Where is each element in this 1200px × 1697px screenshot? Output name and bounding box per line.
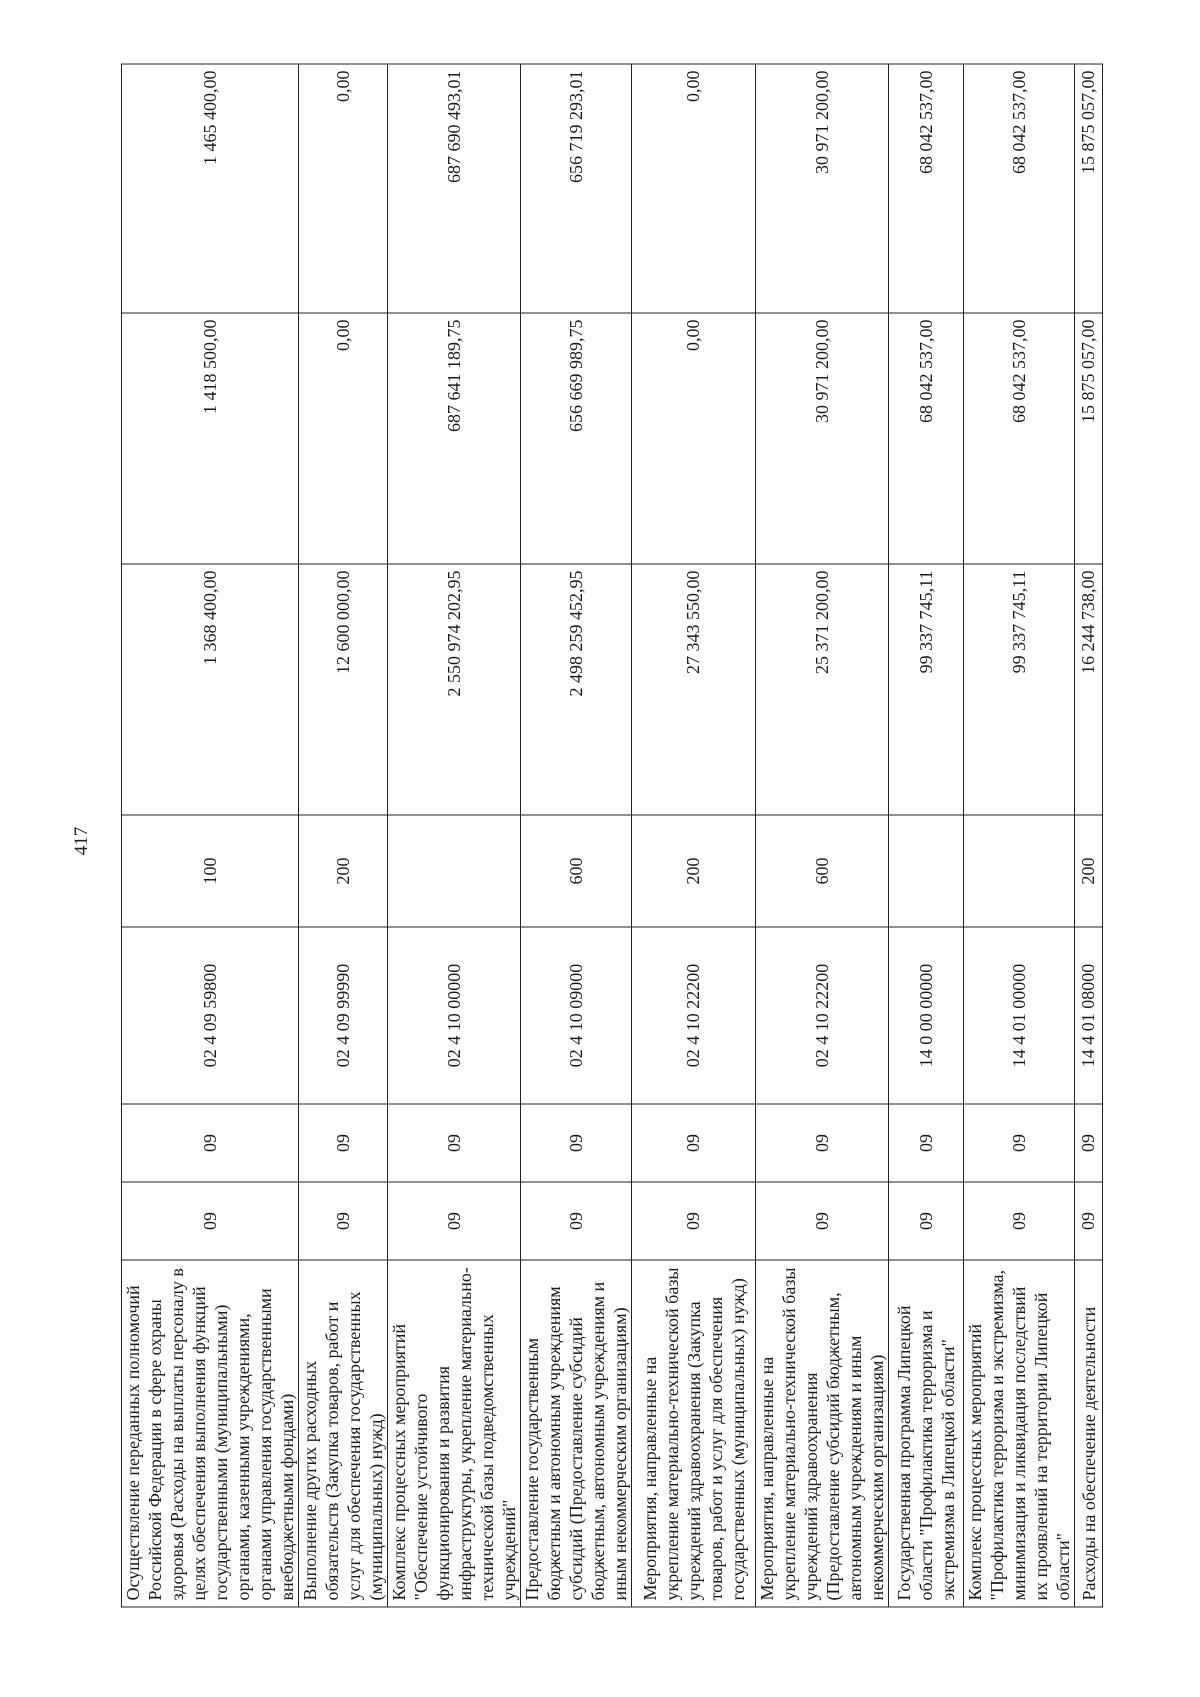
- row-name: Мероприятия, направленные на укрепление материально-технической базы учреждений здравоохранения (Предоставление субсидий бюджетным, автономным учреждениям и иным некоммерческим организациям): [756, 1260, 889, 1607]
- row-name: Выполнение других расходных обязательств (Закупка товаров, работ и услуг для обеспечения государственных (муниципальных) нужд): [299, 1260, 388, 1607]
- expense-type-code: 200: [1075, 815, 1103, 927]
- expense-type-code: [889, 815, 964, 927]
- table-row: [756, 64, 889, 1607]
- row-name: Расходы на обеспечение деятельности: [1075, 1260, 1103, 1607]
- section-code: 09: [964, 1182, 1075, 1260]
- target-code: 02 4 09 59800: [122, 927, 299, 1104]
- expense-type-code: 100: [122, 815, 299, 927]
- budget-table: [121, 64, 1103, 1608]
- subsection-code: 09: [756, 1104, 889, 1182]
- subsection-code: 09: [122, 1104, 299, 1182]
- row-name: Комплекс процессных мероприятий "Профилактика терроризма и экстремизма, минимизация и ликвидация последствий их проявлений на территории Липецкой области": [964, 1260, 1075, 1607]
- sum-year-1: 27 343 550,00: [632, 564, 756, 815]
- expense-type-code: 600: [756, 815, 889, 927]
- sum-year-1: 1 368 400,00: [122, 564, 299, 815]
- subsection-code: 09: [388, 1104, 521, 1182]
- sum-year-1: 16 244 738,00: [1075, 564, 1103, 815]
- target-code: 02 4 10 22200: [632, 927, 756, 1104]
- expense-type-code: 200: [632, 815, 756, 927]
- section-code: 09: [122, 1182, 299, 1260]
- row-name: Государственная программа Липецкой области "Профилактика терроризма и экстремизма в Липецкой области": [889, 1260, 964, 1607]
- table-row: [521, 64, 632, 1607]
- table-row: [1075, 64, 1103, 1607]
- sum-year-1: 2 550 974 202,95: [388, 564, 521, 815]
- sum-year-2: 30 971 200,00: [756, 313, 889, 564]
- section-code: 09: [889, 1182, 964, 1260]
- sum-year-3: 656 719 293,01: [521, 64, 632, 313]
- expense-type-code: [964, 815, 1075, 927]
- sum-year-2: 68 042 537,00: [889, 313, 964, 564]
- target-code: 14 4 01 00000: [964, 927, 1075, 1104]
- table-row: [889, 64, 964, 1607]
- page-number: 417: [71, 826, 92, 856]
- expense-type-code: 600: [521, 815, 632, 927]
- row-name: Мероприятия, направленные на укрепление материально-технической базы учреждений здравоохранения (Закупка товаров, работ и услуг для обеспечения государственных (муниципальных) нужд): [632, 1260, 756, 1607]
- sum-year-1: 25 371 200,00: [756, 564, 889, 815]
- table-row: [632, 64, 756, 1607]
- target-code: 02 4 10 00000: [388, 927, 521, 1104]
- sum-year-3: 30 971 200,00: [756, 64, 889, 313]
- sum-year-1: 12 600 000,00: [299, 564, 388, 815]
- sum-year-3: 0,00: [299, 64, 388, 313]
- row-name: Предоставление государственным бюджетным и автономным учреждениям субсидий (Предоставление субсидий бюджетным, автономным учреждениям и иным некоммерческим организациям): [521, 1260, 632, 1607]
- sum-year-3: 15 875 057,00: [1075, 64, 1103, 313]
- sum-year-3: 687 690 493,01: [388, 64, 521, 313]
- target-code: 02 4 09 99990: [299, 927, 388, 1104]
- sum-year-2: 15 875 057,00: [1075, 313, 1103, 564]
- subsection-code: 09: [299, 1104, 388, 1182]
- target-code: 02 4 10 22200: [756, 927, 889, 1104]
- target-code: 14 4 01 08000: [1075, 927, 1103, 1104]
- sum-year-2: 0,00: [632, 313, 756, 564]
- sum-year-3: 68 042 537,00: [964, 64, 1075, 313]
- section-code: 09: [521, 1182, 632, 1260]
- table-row: [299, 64, 388, 1607]
- section-code: 09: [388, 1182, 521, 1260]
- sum-year-1: 2 498 259 452,95: [521, 564, 632, 815]
- sum-year-1: 99 337 745,11: [889, 564, 964, 815]
- sum-year-2: 656 669 989,75: [521, 313, 632, 564]
- expense-type-code: 200: [299, 815, 388, 927]
- subsection-code: 09: [964, 1104, 1075, 1182]
- sum-year-3: 1 465 400,00: [122, 64, 299, 313]
- section-code: 09: [632, 1182, 756, 1260]
- row-name: Осуществление переданных полномочий Российской Федерации в сфере охраны здоровья (Расходы на выплаты персоналу в целях обеспечения выполнения функций государственными (муниципальными) органами, казенными учреждениями, органами управления государственными внебюджетными фондами): [122, 1260, 299, 1607]
- target-code: 02 4 10 09000: [521, 927, 632, 1104]
- sum-year-2: 0,00: [299, 313, 388, 564]
- sum-year-2: 687 641 189,75: [388, 313, 521, 564]
- table-row: [122, 64, 299, 1607]
- section-code: 09: [299, 1182, 388, 1260]
- subsection-code: 09: [889, 1104, 964, 1182]
- section-code: 09: [756, 1182, 889, 1260]
- sum-year-3: 0,00: [632, 64, 756, 313]
- expense-type-code: [388, 815, 521, 927]
- subsection-code: 09: [632, 1104, 756, 1182]
- section-code: 09: [1075, 1182, 1103, 1260]
- sum-year-1: 99 337 745,11: [964, 564, 1075, 815]
- subsection-code: 09: [521, 1104, 632, 1182]
- sum-year-2: 68 042 537,00: [964, 313, 1075, 564]
- sum-year-2: 1 418 500,00: [122, 313, 299, 564]
- row-name: Комплекс процессных мероприятий "Обеспечение устойчивого функционирования и развития инфраструктуры, укрепление материально-технической базы подведомственных учреждений": [388, 1260, 521, 1607]
- budget-table-sheet: [121, 65, 1099, 1608]
- table-row: [964, 64, 1075, 1607]
- sum-year-3: 68 042 537,00: [889, 64, 964, 313]
- subsection-code: 09: [1075, 1104, 1103, 1182]
- target-code: 14 0 00 00000: [889, 927, 964, 1104]
- table-row: [388, 64, 521, 1607]
